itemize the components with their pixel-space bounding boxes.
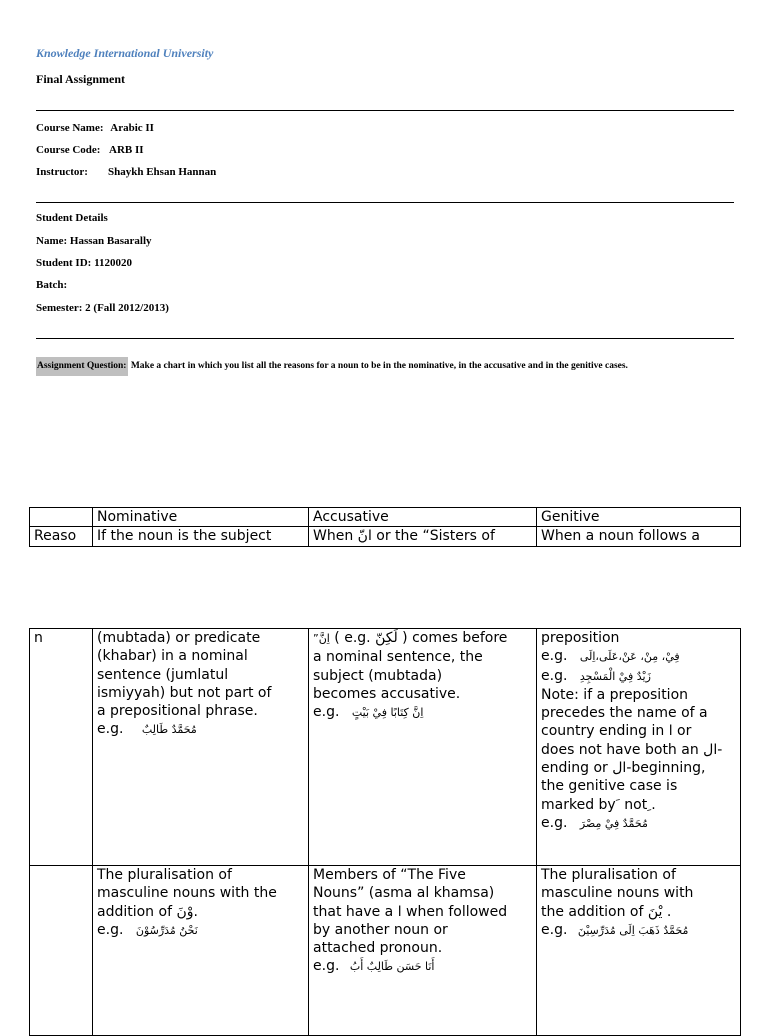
eg-label: e.g. <box>97 721 124 738</box>
acc-line: by another noun or <box>313 921 448 938</box>
acc-line: Nouns” (asma al khamsa) <box>313 885 495 902</box>
divider <box>36 202 734 203</box>
gen-line: preposition <box>541 630 620 646</box>
student-details-heading: Student Details <box>36 212 108 224</box>
gen-line: The pluralisation of <box>541 867 676 883</box>
course-code-label: Course Code: <box>36 144 101 156</box>
gen-example <box>541 814 737 833</box>
nom-line: sentence (jumlatul <box>97 666 229 683</box>
course-code-row <box>36 144 144 156</box>
arabic-example: نَحْنُ مُدَرِّسُوْنَ <box>135 923 198 937</box>
nom-line: masculine nouns with the <box>97 885 277 902</box>
eg-label: e.g. <box>313 704 340 721</box>
acc-line: becomes accusative. <box>313 685 461 702</box>
acc-line-text: ( e.g. لَكِنّ ) comes before <box>334 630 508 646</box>
arabic-example: مُحَمَّدٌ طَالِبٌ <box>141 723 197 737</box>
acc-line: a nominal sentence, the <box>313 649 483 666</box>
gen-note-line: Note: if a preposition <box>541 686 689 703</box>
nominative-cell <box>93 629 309 866</box>
nom-line: a prepositional phrase. <box>97 703 258 720</box>
row-label-cell: n <box>30 629 93 866</box>
batch: Batch: <box>36 279 68 291</box>
cases-table-body <box>29 628 741 1036</box>
gen-note-line: marked by َ not ِ. <box>541 796 656 813</box>
nom-line: ismiyyah) but not part of <box>97 684 272 701</box>
course-name-value: Arabic II <box>110 122 154 134</box>
course-code-value: ARB II <box>109 144 144 156</box>
student-id: Student ID: 1120020 <box>36 257 132 269</box>
gen-note-line: precedes the name of a <box>541 705 708 722</box>
header-accusative: Accusative <box>309 508 537 527</box>
nom-line: addition of وْنَ. <box>97 903 198 920</box>
eg-label: e.g. <box>541 667 568 684</box>
nom-line: (mubtada) or predicate <box>97 630 261 646</box>
question-label: Assignment Question: <box>36 357 128 376</box>
arabic-example: مُحَمَّدٌ ذَهَبَ اِلَى مُدَرِّسِيْنَ <box>577 923 689 937</box>
header-nominative: Nominative <box>93 508 309 527</box>
header-genitive: Genitive <box>537 508 741 527</box>
nominative-cell <box>93 866 309 1036</box>
nom-line: (khabar) in a nominal <box>97 648 248 665</box>
acc-line <box>313 629 533 648</box>
nom-example <box>97 921 305 940</box>
row-label-cell: Reaso <box>30 527 93 546</box>
assignment-title: Final Assignment <box>36 72 126 86</box>
instructor-value: Shaykh Ehsan Hannan <box>108 166 217 178</box>
semester: Semester: 2 (Fall 2012/2013) <box>36 302 169 314</box>
cases-table-header <box>29 507 741 547</box>
gen-note-line: does not have both an ال- <box>541 741 723 758</box>
acc-line: attached pronoun. <box>313 940 443 957</box>
acc-line: Members of “The Five <box>313 867 466 883</box>
arabic-example: أَنَا حَسَن طَالِبٌ أَبُ <box>349 960 435 974</box>
gen-example <box>541 647 737 666</box>
genitive-cell: When a noun follows a <box>537 527 741 546</box>
acc-line: that have a ا when followed <box>313 903 508 920</box>
acc-example <box>313 957 533 976</box>
nom-line: The pluralisation of <box>97 867 232 883</box>
arabic-example: زَيْدٌ فِيْ الْمَسْجِدِ <box>579 669 651 683</box>
course-name-label: Course Name: <box>36 122 104 134</box>
eg-label: e.g. <box>313 958 340 975</box>
gen-line: the addition of يْنَ . <box>541 903 672 920</box>
header-cell-empty <box>30 508 93 527</box>
arabic-example: مُحَمَّدٌ فِيْ مِصْرَ <box>579 816 648 830</box>
divider <box>36 110 734 111</box>
eg-label: e.g. <box>541 921 568 938</box>
gen-example <box>541 921 737 940</box>
arabic-example: اِنَّ كِتَابًا فِيْ بَيْتٍ <box>351 706 424 720</box>
eg-label: e.g. <box>541 814 568 831</box>
question-text: Make a chart in which you list all the reasons for a noun to be in the nominative, in the accusative and in the genitive cases. <box>130 361 628 371</box>
table-row <box>30 866 741 1036</box>
instructor-row <box>36 166 216 178</box>
genitive-cell <box>537 629 741 866</box>
instructor-label: Instructor: <box>36 166 88 178</box>
table-row <box>30 527 741 546</box>
course-name-row <box>36 122 154 134</box>
genitive-cell <box>537 866 741 1036</box>
gen-note-line: ending or ال-beginning, <box>541 760 706 777</box>
accusative-cell <box>309 866 537 1036</box>
nominative-cell: If the noun is the subject <box>93 527 309 546</box>
eg-label: e.g. <box>97 921 124 938</box>
accusative-cell: When انّ or the “Sisters of <box>309 527 537 546</box>
table-row <box>30 508 741 527</box>
gen-note-line: the genitive case is <box>541 778 678 795</box>
gen-note-line: country ending in ا or <box>541 723 692 740</box>
acc-example <box>313 703 533 722</box>
table-row <box>30 629 741 866</box>
nom-example <box>97 720 305 739</box>
eg-label: e.g. <box>541 648 568 665</box>
row-label-cell <box>30 866 93 1036</box>
accusative-cell <box>309 629 537 866</box>
assignment-question <box>36 361 746 379</box>
student-name: Name: Hassan Basarally <box>36 235 152 247</box>
arabic-word: اِنَّ” <box>313 632 330 645</box>
university-name: Knowledge International University <box>36 46 214 60</box>
arabic-example: فِيْ، مِنْ، عَنْ،عَلَى،اِلَى <box>579 650 680 664</box>
gen-line: masculine nouns with <box>541 885 694 902</box>
divider <box>36 338 734 339</box>
acc-line: subject (mubtada) <box>313 667 443 684</box>
gen-example <box>541 667 737 686</box>
